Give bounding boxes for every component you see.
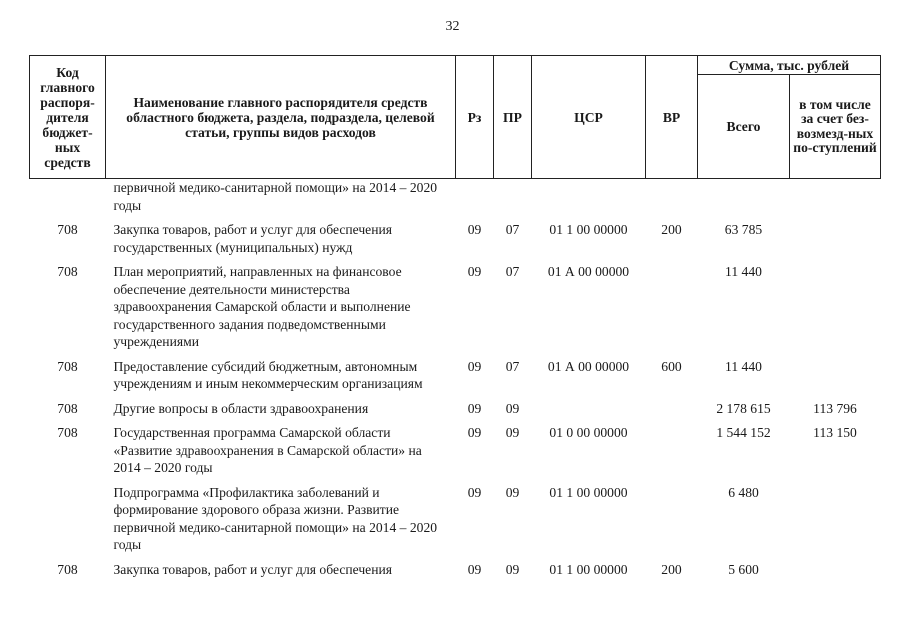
cell-pr: 09 xyxy=(505,561,520,577)
cell-code: 708 xyxy=(57,358,78,374)
header-rz: Рз xyxy=(456,56,494,179)
cell-name: Предоставление субсидий бюджетным, автономным учреждениям и иным некоммерческим организациям xyxy=(113,358,423,391)
table-row xyxy=(30,480,881,557)
header-csr: ЦСР xyxy=(532,56,646,179)
cell-vr xyxy=(646,396,698,421)
table-row xyxy=(30,259,881,354)
cell-name: Подпрограмма «Профилактика заболеваний и формирование здорового образа жизни. Развитие первичной медико-санитарной помощи» на 2014 – 2020 годы xyxy=(113,484,438,552)
cell-code: 708 xyxy=(57,561,78,577)
cell-rz: 09 xyxy=(467,425,482,440)
cell-vr xyxy=(646,420,698,480)
cell-name: Другие вопросы в области здравоохранения xyxy=(113,400,369,416)
cell-vr xyxy=(646,179,698,218)
cell-code xyxy=(30,480,106,557)
budget-table xyxy=(29,55,881,581)
cell-free xyxy=(790,259,881,354)
cell-free: 113 150 xyxy=(813,425,857,440)
cell-vr xyxy=(646,480,698,557)
cell-vr: 600 xyxy=(661,358,682,374)
cell-csr xyxy=(532,179,646,218)
cell-csr: 01 А 00 00000 xyxy=(547,264,630,279)
cell-name: План мероприятий, направленных на финансовое обеспечение деятельности министерства здравоохранения Самарской области и выполнение государственного задания подведомственными учреждениями xyxy=(113,264,411,349)
cell-name: Закупка товаров, работ и услуг для обеспечения xyxy=(113,561,392,577)
cell-code: 708 xyxy=(57,264,78,279)
cell-total: 11 440 xyxy=(725,264,762,279)
cell-free xyxy=(790,179,881,218)
cell-total: 2 178 615 xyxy=(716,400,771,416)
header-sum: Сумма, тыс. рублей xyxy=(698,56,881,75)
cell-free xyxy=(790,354,881,396)
cell-total: 1 544 152 xyxy=(716,425,771,440)
cell-csr xyxy=(532,396,646,421)
cell-rz: 09 xyxy=(467,222,482,237)
cell-rz: 09 xyxy=(467,484,482,500)
cell-rz: 09 xyxy=(467,561,482,577)
table-row xyxy=(30,557,881,582)
cell-csr: 01 1 00 00000 xyxy=(549,561,628,577)
cell-free: 113 796 xyxy=(813,400,857,416)
cell-code: 708 xyxy=(57,400,78,416)
cell-csr: 01 0 00 00000 xyxy=(549,425,628,440)
cell-rz: 09 xyxy=(467,264,482,279)
cell-free xyxy=(790,217,881,259)
table-row xyxy=(30,420,881,480)
cell-total: 6 480 xyxy=(728,484,759,500)
cell-csr: 01 А 00 00000 xyxy=(547,358,630,374)
cell-csr: 01 1 00 00000 xyxy=(549,222,628,237)
cell-rz: 09 xyxy=(467,400,482,416)
cell-rz: 09 xyxy=(467,358,482,374)
cell-total: 11 440 xyxy=(725,358,762,374)
cell-total: 63 785 xyxy=(724,222,763,237)
cell-pr: 09 xyxy=(505,484,520,500)
header-free: в том числе за счет без-возмезд-ных по-ступлений xyxy=(790,75,881,179)
cell-pr: 09 xyxy=(505,400,520,416)
table-row xyxy=(30,396,881,421)
header-pr: ПР xyxy=(494,56,532,179)
header-vr: ВР xyxy=(646,56,698,179)
header-total: Всего xyxy=(698,75,790,179)
table-body xyxy=(30,179,881,582)
cell-total xyxy=(698,179,790,218)
cell-name: Государственная программа Самарской области «Развитие здравоохранения в Самарской области» на 2014 – 2020 годы xyxy=(113,425,422,475)
cell-vr xyxy=(646,259,698,354)
cell-rz xyxy=(456,179,494,218)
cell-name: Закупка товаров, работ и услуг для обеспечения государственных (муниципальных) нужд xyxy=(113,222,392,255)
table-row xyxy=(30,179,881,218)
cell-free xyxy=(790,480,881,557)
cell-code: 708 xyxy=(57,222,78,237)
cell-total: 5 600 xyxy=(728,561,759,577)
cell-pr: 09 xyxy=(505,425,520,440)
table-row xyxy=(30,217,881,259)
cell-code: 708 xyxy=(57,425,78,440)
cell-name: первичной медико-санитарной помощи» на 2014 – 2020 годы xyxy=(113,180,438,213)
cell-pr: 07 xyxy=(505,358,520,374)
cell-code xyxy=(30,179,106,218)
header-code: Код главного распоря-дителя бюджет-ных средств xyxy=(30,56,106,179)
page-number: 32 xyxy=(445,19,460,34)
cell-free xyxy=(790,557,881,582)
cell-vr: 200 xyxy=(661,222,682,237)
header-name: Наименование главного распорядителя средств областного бюджета, раздела, подраздела, целевой статьи, группы видов расходов xyxy=(106,56,456,179)
cell-pr: 07 xyxy=(505,222,520,237)
cell-csr: 01 1 00 00000 xyxy=(549,484,628,500)
cell-vr: 200 xyxy=(661,561,682,577)
table-row xyxy=(30,354,881,396)
cell-pr xyxy=(494,179,532,218)
cell-pr: 07 xyxy=(505,264,520,279)
